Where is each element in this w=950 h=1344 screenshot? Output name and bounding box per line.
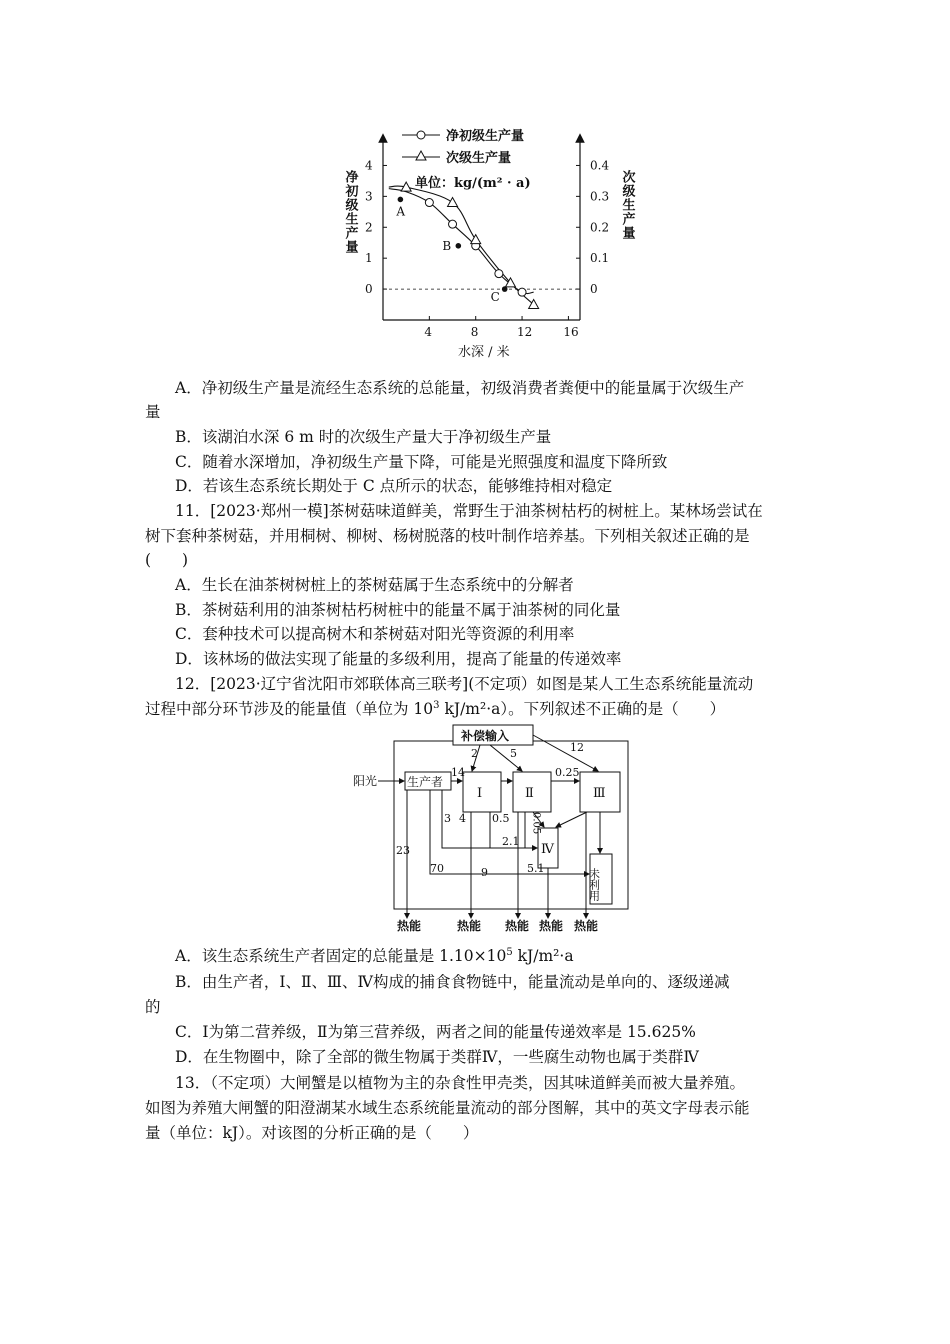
secondary-point: [471, 235, 481, 244]
value-70: 70: [430, 862, 444, 875]
y-right-tick-label: 0: [590, 282, 598, 297]
q12-option-d: D．在生物圈中，除了全部的微生物属于类群Ⅳ，一些腐生动物也属于类群Ⅳ: [175, 1048, 699, 1066]
q12-option-b: B．由生产者，Ⅰ、Ⅱ、Ⅲ、Ⅳ构成的捕食食物链中，能量流动是单向的、逐级递减: [175, 973, 730, 991]
value-0-5: 0.5: [492, 812, 510, 825]
point-label-C: C: [490, 290, 500, 305]
q12-option-a: A．该生态系统生产者固定的总能量是 $1.10\times 10^5$ kJ/m²·a: [175, 946, 574, 965]
value-3: 3: [444, 812, 451, 825]
point-B: [456, 243, 462, 249]
y-right-tick-label: 0.2: [590, 220, 610, 235]
q13-stem-3: 量（单位：kJ）。对该图的分析正确的是（ ）: [145, 1124, 479, 1142]
heat-label-1: 热能: [397, 919, 422, 933]
node-3-label: Ⅲ: [593, 786, 606, 801]
net-primary-point: [425, 199, 433, 207]
value-4: 4: [459, 812, 466, 825]
value-2: 2: [471, 747, 478, 760]
q11-stem-3: ( ): [145, 551, 189, 569]
value-0-05: 0.05: [530, 812, 542, 835]
legend-net-primary: 净初级生产量: [446, 129, 525, 144]
heat-label-4: 热能: [539, 919, 564, 933]
q10-option-a-cont: 量: [145, 403, 161, 421]
value-5-1: 5.1: [527, 862, 545, 875]
q11-option-c: C．套种技术可以提高树木和茶树菇对阳光等资源的利用率: [175, 625, 575, 643]
q12-stem-2: 过程中部分环节涉及的能量值（单位为 $10^3$ kJ/m²·a）。下列叙述不正确的是（ ）: [145, 699, 726, 718]
value-14: 14: [451, 766, 465, 779]
legend-triangle-marker: [416, 151, 426, 160]
q10-option-c: C．随着水深增加，净初级生产量下降，可能是光照强度和温度下降所致: [175, 453, 668, 471]
y-left-tick-label: 2: [365, 220, 373, 235]
x-tick-label: 12: [517, 325, 533, 339]
value-0-25: 0.25: [555, 766, 580, 779]
value-9: 9: [481, 866, 488, 879]
point-A: [398, 197, 404, 203]
net-primary-point: [449, 220, 457, 228]
q11-stem-1: 11．[2023·郑州一模]茶树菇味道鲜美，常野生于油茶树枯朽的树桩上。某林场尝试在: [175, 502, 763, 520]
y-left-tick-label: 4: [365, 158, 373, 173]
value-2-1: 2.1: [502, 835, 520, 848]
sun-label: 阳光: [353, 774, 378, 788]
y-right-tick-label: 0.3: [590, 189, 610, 204]
y-left-tick-label: 3: [365, 189, 373, 204]
node-1-label: Ⅰ: [477, 786, 483, 801]
q11-option-a: A．生长在油茶树树桩上的茶树菇属于生态系统中的分解者: [175, 576, 574, 594]
x-axis-title: 水深 / 米: [458, 345, 510, 360]
production-chart: [340, 120, 640, 365]
y-right-tick-label: 0.1: [590, 251, 610, 266]
unused-label: 未利用: [587, 868, 601, 901]
right-axis-title: 次级生产量: [619, 170, 635, 240]
point-label-B: B: [442, 238, 452, 253]
y-left-tick-label: 1: [365, 251, 373, 266]
node-2-label: Ⅱ: [525, 786, 534, 801]
value-5: 5: [510, 747, 517, 760]
heat-label-2: 热能: [457, 919, 482, 933]
x-tick-label: 16: [563, 325, 579, 339]
secondary-point: [448, 198, 458, 207]
producer-label: 生产者: [407, 775, 444, 789]
value-23: 23: [396, 844, 410, 857]
q11-stem-2: 树下套种茶树菇，并用桐树、柳树、杨树脱落的枝叶制作培养基。下列相关叙述正确的是: [145, 527, 750, 545]
value-12: 12: [570, 741, 584, 754]
q11-option-d: D．该林场的做法实现了能量的多级利用，提高了能量的传递效率: [175, 650, 622, 668]
net-primary-point: [495, 270, 503, 278]
q13-stem-2: 如图为养殖大闸蟹的阳澄湖某水域生态系统能量流动的部分图解，其中的英文字母表示能: [145, 1099, 750, 1117]
x-tick-label: 4: [424, 325, 432, 339]
q11-option-b: B．茶树菇利用的油茶树枯朽树桩中的能量不属于油茶树的同化量: [175, 601, 621, 619]
y-left-tick-label: 0: [365, 282, 373, 297]
left-axis-title: 净初级生产量: [342, 170, 358, 254]
q10-option-b: B．该湖泊水深 6 m 时的次级生产量大于净初级生产量: [175, 428, 552, 446]
net-primary-point: [518, 288, 526, 296]
q13-stem-1: 13．（不定项）大闸蟹是以植物为主的杂食性甲壳类，因其味道鲜美而被大量养殖。: [175, 1074, 745, 1092]
energy-flow-diagram: [350, 722, 650, 934]
heat-label-3: 热能: [505, 919, 530, 933]
q10-option-a: A．净初级生产量是流经生态系统的总能量，初级消费者粪便中的能量属于次级生产: [175, 379, 745, 397]
net-primary-curve: [389, 189, 534, 294]
unit-label: 单位：kg/(m² · a): [415, 176, 531, 191]
input-box-label: 补偿输入: [461, 729, 510, 743]
node-4-label: Ⅳ: [541, 842, 554, 857]
q10-option-d: D．若该生态系统长期处于 C 点所示的状态，能够维持相对稳定: [175, 477, 613, 495]
q12-option-b-cont: 的: [145, 998, 161, 1016]
heat-label-5: 热能: [574, 919, 599, 933]
x-tick-label: 8: [470, 325, 479, 339]
y-right-tick-label: 0.4: [590, 158, 610, 173]
point-label-A: A: [396, 204, 406, 219]
q12-option-c: C．Ⅰ为第二营养级，Ⅱ为第三营养级，两者之间的能量传递效率是 15.625%: [175, 1023, 696, 1041]
legend-circle-marker: [417, 131, 425, 139]
q12-stem-1: 12．[2023·辽宁省沈阳市郊联体高三联考](不定项）如图是某人工生态系统能量流动: [175, 675, 754, 693]
legend-secondary: 次级生产量: [446, 151, 512, 166]
point-C: [502, 286, 508, 292]
